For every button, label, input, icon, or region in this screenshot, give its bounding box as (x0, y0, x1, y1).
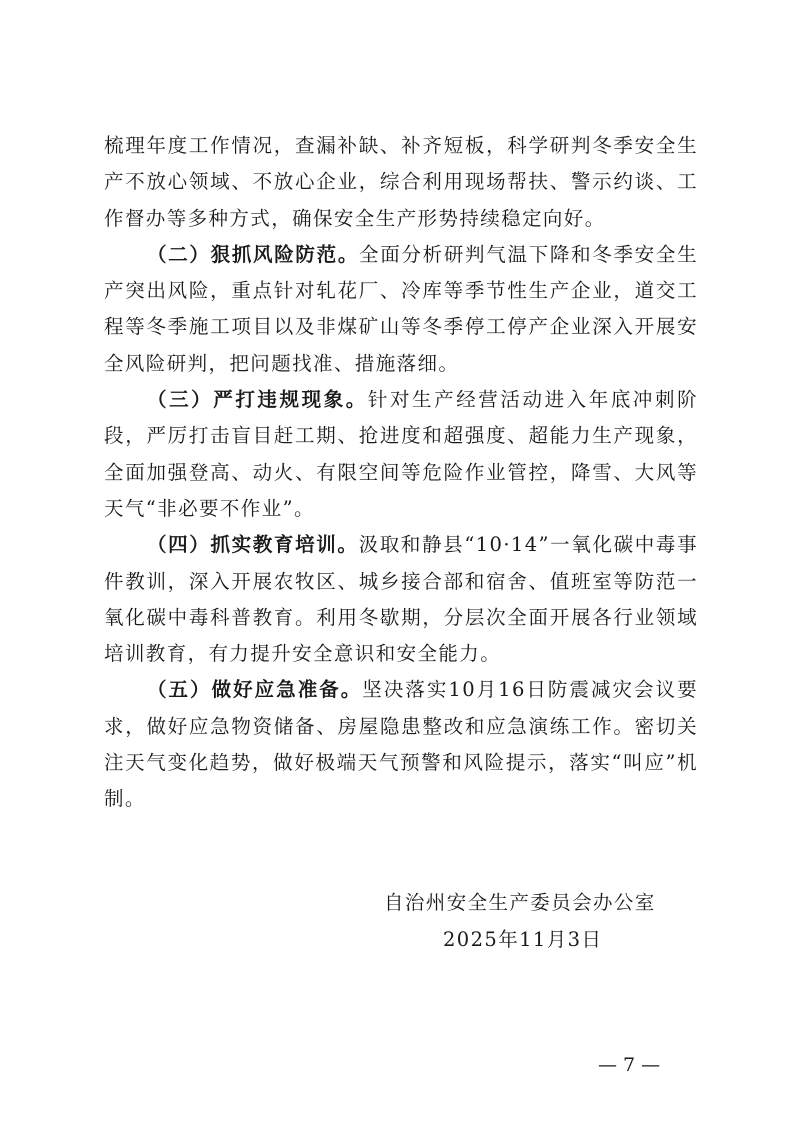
paragraph-risk-prevention (104, 237, 698, 382)
paragraph-heading: （四）抓实教育培训。 (147, 533, 359, 557)
paragraph-text: 针对生产经营活动进入年底冲刺阶段，严厉打击盲目赶工期、抢进度和超强度、超能力生产现象，全面加强登高、动火、有限空间等危险作业管控，降雪、大风等天气“非必要不作业”。 (104, 388, 698, 520)
signature-date: 2025年11月3日 (443, 928, 603, 951)
document-body (104, 128, 698, 818)
paragraph-text: 汲取和静县“10·14”一氧化碳中毒事件教训，深入开展农牧区、城乡接合部和宿舍、值班室等防范一氧化碳中毒科普教育。利用冬歇期，分层次全面开展各行业领域培训教育，有力提升安全意识和安全能力。 (104, 533, 698, 666)
paragraph-education (104, 527, 698, 672)
paragraph-heading: （五）做好应急准备。 (147, 678, 363, 702)
paragraph-text: 坚决落实10月16日防震减灾会议要求，做好应急物资储备、房屋隐患整改和应急演练工作。密切关注天气变化趋势，做好极端天气预警和风险提示，落实“叫应”机制。 (104, 678, 698, 811)
paragraph-violations (104, 382, 698, 527)
paragraph-continuation (104, 128, 698, 237)
paragraph-emergency (104, 672, 698, 817)
paragraph-heading: （二）狠抓风险防范。 (147, 242, 360, 266)
signature-organization: 自治州安全生产委员会办公室 (384, 891, 656, 914)
page-number: — 7 — (598, 1054, 661, 1076)
paragraph-text: 梳理年度工作情况，查漏补缺、补齐短板，科学研判冬季安全生产不放心领域、不放心企业，综合利用现场帮扶、警示约谈、工作督办等多种方式，确保安全生产形势持续稳定向好。 (104, 134, 698, 230)
paragraph-text: 全面分析研判气温下降和冬季安全生产突出风险，重点针对轧花厂、冷库等季节性生产企业，道交工程等冬季施工项目以及非煤矿山等冬季停工停产企业深入开展安全风险研判，把问题找准、措施落细。 (104, 242, 698, 375)
paragraph-heading: （三）严打违规现象。 (147, 388, 368, 412)
